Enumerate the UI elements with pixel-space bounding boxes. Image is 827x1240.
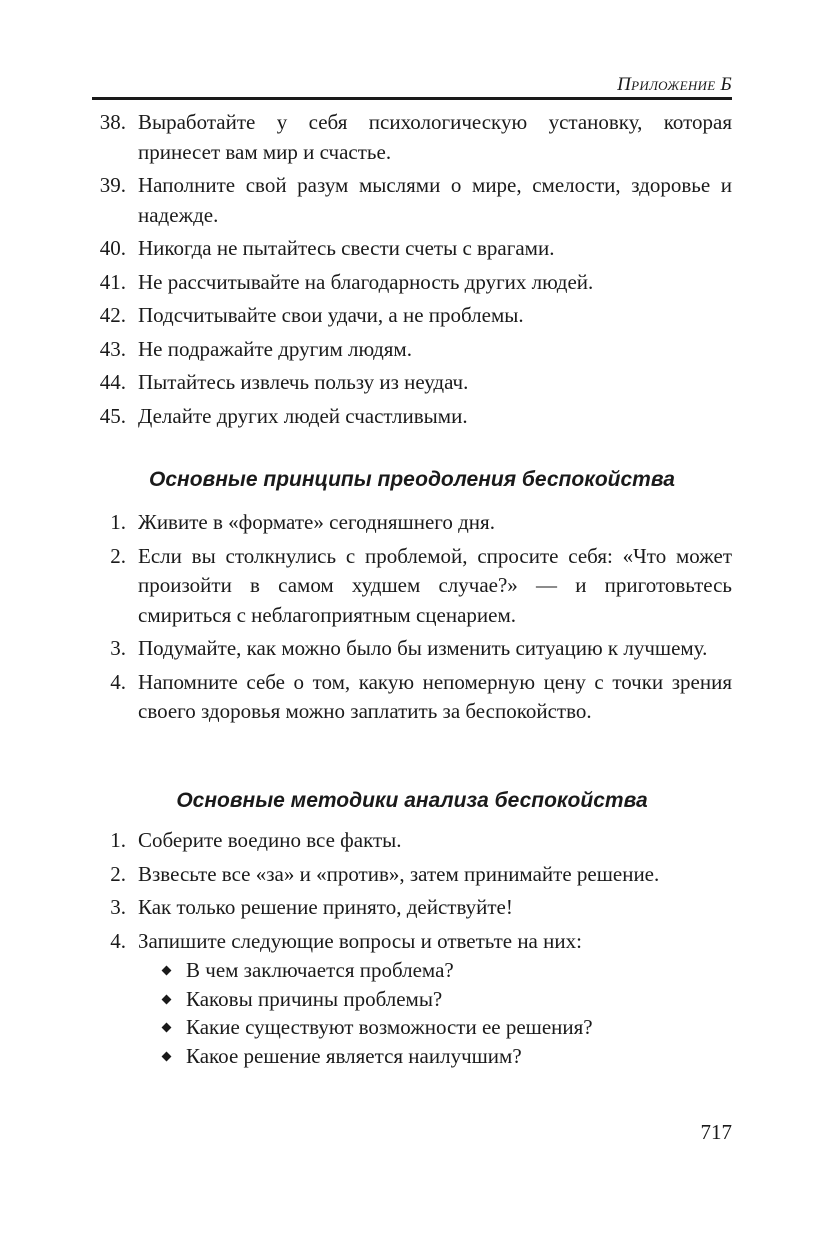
item-number: 2. bbox=[110, 543, 126, 568]
page-number: 717 bbox=[700, 1120, 732, 1144]
item-number: 1. bbox=[110, 510, 126, 534]
top-numbered-list bbox=[92, 108, 732, 431]
principle-item-3 bbox=[92, 634, 732, 664]
running-head: Приложение Б bbox=[617, 74, 732, 95]
item-number: 40. bbox=[99, 236, 126, 260]
item-text: Подсчитывайте свои удачи, а не проблемы. bbox=[138, 303, 524, 327]
item-text: Не подражайте другим людям. bbox=[138, 336, 412, 361]
diamond-bullet-icon bbox=[162, 994, 172, 1004]
method-item-4 bbox=[92, 927, 732, 1071]
item-text: Как только решение принято, действуйте! bbox=[138, 895, 513, 919]
item-number: 44. bbox=[99, 370, 126, 394]
principle-item-4 bbox=[92, 668, 732, 727]
item-text: Живите в «формате» сегодняшнего дня. bbox=[138, 510, 495, 534]
method-item-1 bbox=[92, 826, 732, 856]
bullet-item bbox=[138, 985, 732, 1014]
item-number: 43. bbox=[99, 336, 126, 361]
item-text: Запишите следующие вопросы и ответьте на них: bbox=[138, 928, 582, 953]
bullet-text: Какие существуют возможности ее решения? bbox=[186, 1015, 593, 1039]
item-text: Взвесьте все «за» и «против», затем принимайте решение. bbox=[138, 861, 660, 886]
item-text: Пытайтесь извлечь пользу из неудач. bbox=[138, 370, 469, 394]
item-number: 1. bbox=[110, 828, 126, 852]
item-number: 42. bbox=[99, 303, 126, 327]
item-text: Если вы столкнулись с проблемой, спросите себя: «Что может произойти в самом худшем случае?» — и приготовьтесь смириться с неблагоприятным сценарием. bbox=[138, 543, 732, 627]
principles-list bbox=[92, 508, 732, 727]
list-item-39 bbox=[92, 171, 732, 230]
list-item-40 bbox=[92, 234, 732, 264]
diamond-bullet-icon bbox=[162, 966, 172, 976]
principle-item-2 bbox=[92, 542, 732, 631]
bullet-item bbox=[138, 956, 732, 985]
list-item-41 bbox=[92, 268, 732, 298]
item-text: Соберите воедино все факты. bbox=[138, 828, 402, 852]
section-title-principles: Основные принципы преодоления беспокойства bbox=[149, 468, 675, 491]
section-title-methods: Основные методики анализа беспокойства bbox=[176, 789, 648, 812]
list-item-38 bbox=[92, 108, 732, 167]
method-item-3 bbox=[92, 893, 732, 923]
list-item-43 bbox=[92, 335, 732, 365]
bullet-item bbox=[138, 1042, 732, 1071]
item-number: 41. bbox=[99, 269, 126, 294]
item-text: Выработайте у себя психологическую установку, которая принесет вам мир и счастье. bbox=[138, 110, 732, 164]
item-text: Подумайте, как можно было бы изменить ситуацию к лучшему. bbox=[138, 636, 708, 660]
bullet-text: Каковы причины проблемы? bbox=[186, 986, 443, 1011]
item-number: 4. bbox=[110, 928, 126, 953]
bullet-text: Какое решение является наилучшим? bbox=[186, 1043, 522, 1068]
diamond-bullet-icon bbox=[162, 1023, 172, 1033]
question-bullet-list bbox=[138, 956, 732, 1070]
item-number: 3. bbox=[110, 636, 126, 660]
item-text: Напомните себе о том, какую непомерную цену с точки зрения своего здоровья можно заплатить за беспокойство. bbox=[138, 669, 732, 723]
method-item-2 bbox=[92, 860, 732, 890]
item-number: 3. bbox=[110, 895, 126, 919]
diamond-bullet-icon bbox=[162, 1051, 172, 1061]
bullet-text: В чем заключается проблема? bbox=[186, 958, 454, 982]
list-item-42 bbox=[92, 301, 732, 331]
item-number: 2. bbox=[110, 861, 126, 886]
item-number: 39. bbox=[99, 173, 126, 197]
principle-item-1 bbox=[92, 508, 732, 538]
item-text: Никогда не пытайтесь свести счеты с врагами. bbox=[138, 236, 555, 260]
item-number: 38. bbox=[99, 110, 126, 134]
item-number: 4. bbox=[110, 669, 126, 694]
bullet-item bbox=[138, 1013, 732, 1042]
list-item-44 bbox=[92, 368, 732, 398]
methods-list bbox=[92, 826, 732, 1070]
header-rule bbox=[92, 97, 732, 100]
item-text: Делайте других людей счастливыми. bbox=[138, 403, 468, 428]
item-number: 45. bbox=[99, 403, 126, 428]
item-text: Наполните свой разум мыслями о мире, смелости, здоровье и надежде. bbox=[138, 173, 732, 227]
list-item-45 bbox=[92, 402, 732, 432]
item-text: Не рассчитывайте на благодарность других людей. bbox=[138, 269, 594, 294]
